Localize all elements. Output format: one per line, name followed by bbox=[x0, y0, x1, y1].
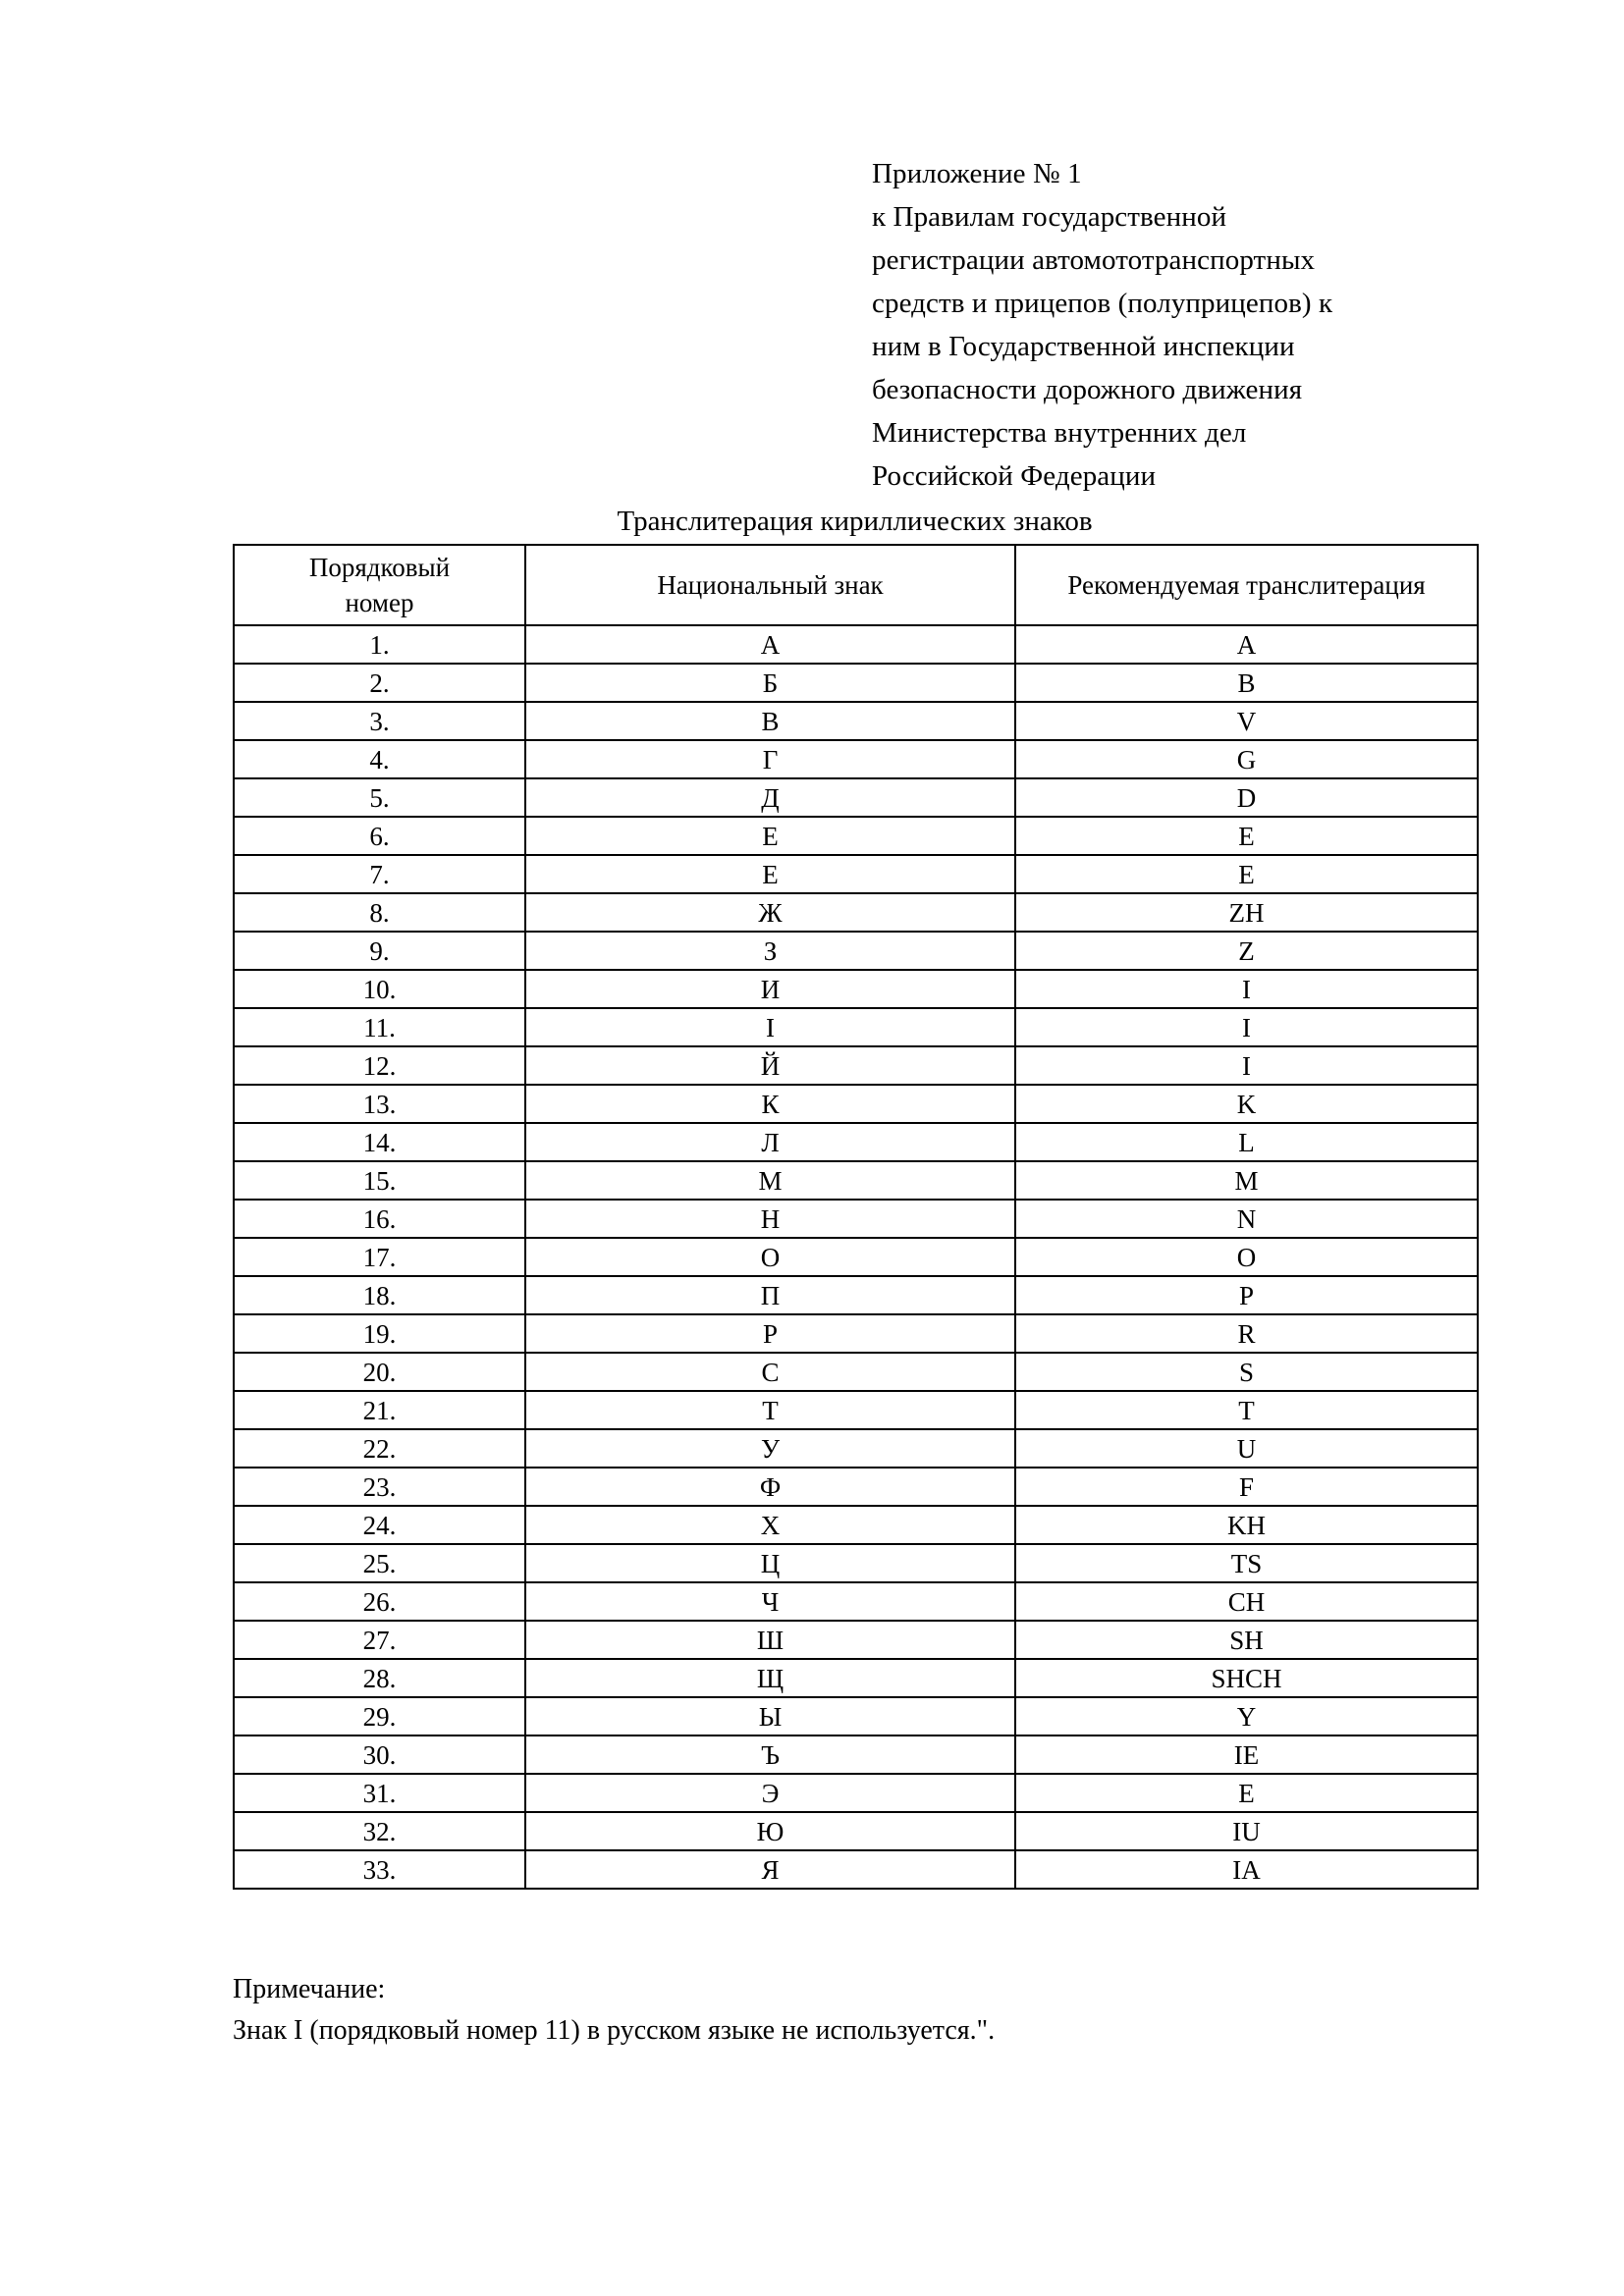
cell-order-number: 22. bbox=[234, 1429, 525, 1468]
cell-national-sign: Ш bbox=[525, 1621, 1015, 1659]
header-line: безопасности дорожного движения bbox=[872, 374, 1303, 405]
table-row bbox=[234, 970, 1478, 1008]
cell-transliteration: L bbox=[1015, 1123, 1478, 1161]
table-row bbox=[234, 1774, 1478, 1812]
cell-national-sign: Ж bbox=[525, 893, 1015, 932]
cell-order-number: 33. bbox=[234, 1850, 525, 1889]
cell-national-sign: С bbox=[525, 1353, 1015, 1391]
cell-transliteration: KH bbox=[1015, 1506, 1478, 1544]
column-header-line1: Порядковый bbox=[308, 553, 451, 582]
table-row bbox=[234, 1812, 1478, 1850]
cell-order-number: 28. bbox=[234, 1659, 525, 1697]
table-row bbox=[234, 1314, 1478, 1353]
header-line: ним в Государственной инспекции bbox=[872, 331, 1295, 362]
cell-order-number: 15. bbox=[234, 1161, 525, 1200]
cell-transliteration: E bbox=[1015, 855, 1478, 893]
cell-transliteration: I bbox=[1015, 970, 1478, 1008]
cell-national-sign: К bbox=[525, 1085, 1015, 1123]
cell-order-number: 20. bbox=[234, 1353, 525, 1391]
cell-order-number: 27. bbox=[234, 1621, 525, 1659]
cell-national-sign: П bbox=[525, 1276, 1015, 1314]
table-row bbox=[234, 1506, 1478, 1544]
table-row bbox=[234, 1544, 1478, 1582]
cell-national-sign: И bbox=[525, 970, 1015, 1008]
cell-national-sign: В bbox=[525, 702, 1015, 740]
cell-transliteration: Y bbox=[1015, 1697, 1478, 1735]
cell-order-number: 5. bbox=[234, 778, 525, 817]
cell-transliteration: O bbox=[1015, 1238, 1478, 1276]
cell-transliteration: T bbox=[1015, 1391, 1478, 1429]
cell-national-sign: Е bbox=[525, 855, 1015, 893]
cell-order-number: 32. bbox=[234, 1812, 525, 1850]
cell-transliteration: CH bbox=[1015, 1582, 1478, 1621]
table-header bbox=[234, 545, 1478, 625]
cell-transliteration: U bbox=[1015, 1429, 1478, 1468]
cell-national-sign: Ц bbox=[525, 1544, 1015, 1582]
cell-transliteration: I bbox=[1015, 1008, 1478, 1046]
table-row bbox=[234, 1046, 1478, 1085]
table-row bbox=[234, 702, 1478, 740]
table-row bbox=[234, 1391, 1478, 1429]
cell-national-sign: Ю bbox=[525, 1812, 1015, 1850]
table-row bbox=[234, 932, 1478, 970]
cell-order-number: 6. bbox=[234, 817, 525, 855]
cell-national-sign: Р bbox=[525, 1314, 1015, 1353]
cell-transliteration: G bbox=[1015, 740, 1478, 778]
cell-national-sign: Н bbox=[525, 1200, 1015, 1238]
cell-national-sign: Ъ bbox=[525, 1735, 1015, 1774]
cell-order-number: 17. bbox=[234, 1238, 525, 1276]
cell-order-number: 2. bbox=[234, 664, 525, 702]
table-caption: Транслитерация кириллических знаков bbox=[617, 506, 1093, 537]
cell-order-number: 14. bbox=[234, 1123, 525, 1161]
cell-transliteration: F bbox=[1015, 1468, 1478, 1506]
cell-national-sign: Б bbox=[525, 664, 1015, 702]
table-row bbox=[234, 1659, 1478, 1697]
cell-order-number: 12. bbox=[234, 1046, 525, 1085]
cell-national-sign: Т bbox=[525, 1391, 1015, 1429]
cell-transliteration: M bbox=[1015, 1161, 1478, 1200]
cell-national-sign: Е bbox=[525, 817, 1015, 855]
table-row bbox=[234, 625, 1478, 664]
cell-national-sign: Г bbox=[525, 740, 1015, 778]
cell-national-sign: Й bbox=[525, 1046, 1015, 1085]
table-row bbox=[234, 1621, 1478, 1659]
table-row bbox=[234, 1123, 1478, 1161]
cell-order-number: 8. bbox=[234, 893, 525, 932]
note-block bbox=[233, 1969, 1411, 2052]
header-line: средств и прицепов (полуприцепов) к bbox=[872, 288, 1333, 319]
cell-national-sign: З bbox=[525, 932, 1015, 970]
cell-national-sign: Л bbox=[525, 1123, 1015, 1161]
cell-order-number: 9. bbox=[234, 932, 525, 970]
cell-order-number: 18. bbox=[234, 1276, 525, 1314]
column-header-line2: номер bbox=[345, 588, 414, 617]
note-text: Знак I (порядковый номер 11) в русском языке не используется.". bbox=[233, 2015, 996, 2046]
cell-order-number: 21. bbox=[234, 1391, 525, 1429]
cell-national-sign: Я bbox=[525, 1850, 1015, 1889]
cell-order-number: 30. bbox=[234, 1735, 525, 1774]
cell-transliteration: E bbox=[1015, 1774, 1478, 1812]
cell-national-sign: Ы bbox=[525, 1697, 1015, 1735]
cell-order-number: 19. bbox=[234, 1314, 525, 1353]
column-header-order-number bbox=[234, 545, 525, 625]
cell-transliteration: Z bbox=[1015, 932, 1478, 970]
cell-order-number: 11. bbox=[234, 1008, 525, 1046]
cell-transliteration: R bbox=[1015, 1314, 1478, 1353]
cell-national-sign: У bbox=[525, 1429, 1015, 1468]
table-row bbox=[234, 817, 1478, 855]
table-row bbox=[234, 1200, 1478, 1238]
cell-transliteration: D bbox=[1015, 778, 1478, 817]
cell-order-number: 24. bbox=[234, 1506, 525, 1544]
cell-order-number: 7. bbox=[234, 855, 525, 893]
transliteration-table bbox=[233, 544, 1479, 1890]
cell-transliteration: P bbox=[1015, 1276, 1478, 1314]
cell-order-number: 26. bbox=[234, 1582, 525, 1621]
table-row bbox=[234, 1468, 1478, 1506]
table-row bbox=[234, 893, 1478, 932]
table-row bbox=[234, 855, 1478, 893]
cell-transliteration: SHCH bbox=[1015, 1659, 1478, 1697]
cell-national-sign: Ч bbox=[525, 1582, 1015, 1621]
cell-transliteration: I bbox=[1015, 1046, 1478, 1085]
header-line: Российской Федерации bbox=[872, 460, 1157, 492]
cell-national-sign: М bbox=[525, 1161, 1015, 1200]
table-row bbox=[234, 1697, 1478, 1735]
cell-order-number: 31. bbox=[234, 1774, 525, 1812]
table-body bbox=[234, 625, 1478, 1889]
cell-national-sign: І bbox=[525, 1008, 1015, 1046]
cell-transliteration: ZH bbox=[1015, 893, 1478, 932]
cell-national-sign: А bbox=[525, 625, 1015, 664]
cell-transliteration: K bbox=[1015, 1085, 1478, 1123]
cell-order-number: 29. bbox=[234, 1697, 525, 1735]
cell-transliteration: S bbox=[1015, 1353, 1478, 1391]
cell-order-number: 13. bbox=[234, 1085, 525, 1123]
cell-transliteration: V bbox=[1015, 702, 1478, 740]
cell-order-number: 1. bbox=[234, 625, 525, 664]
cell-national-sign: Х bbox=[525, 1506, 1015, 1544]
header-line: Министерства внутренних дел bbox=[872, 417, 1247, 449]
cell-transliteration: TS bbox=[1015, 1544, 1478, 1582]
cell-order-number: 16. bbox=[234, 1200, 525, 1238]
table-row bbox=[234, 1161, 1478, 1200]
table-row bbox=[234, 664, 1478, 702]
transliteration-table-wrapper bbox=[233, 544, 1477, 1890]
cell-transliteration: IA bbox=[1015, 1850, 1478, 1889]
table-row bbox=[234, 1582, 1478, 1621]
cell-transliteration: IU bbox=[1015, 1812, 1478, 1850]
cell-transliteration: E bbox=[1015, 817, 1478, 855]
table-row bbox=[234, 1850, 1478, 1889]
table-row bbox=[234, 740, 1478, 778]
table-row bbox=[234, 1008, 1478, 1046]
note-title: Примечание: bbox=[233, 1974, 386, 2004]
cell-national-sign: Э bbox=[525, 1774, 1015, 1812]
table-row bbox=[234, 1276, 1478, 1314]
header-line: регистрации автомототранспортных bbox=[872, 244, 1316, 276]
table-row bbox=[234, 1238, 1478, 1276]
cell-transliteration: N bbox=[1015, 1200, 1478, 1238]
appendix-header-block bbox=[872, 152, 1500, 498]
cell-transliteration: B bbox=[1015, 664, 1478, 702]
cell-order-number: 23. bbox=[234, 1468, 525, 1506]
cell-order-number: 25. bbox=[234, 1544, 525, 1582]
column-header-national-sign: Национальный знак bbox=[525, 545, 1015, 625]
cell-national-sign: О bbox=[525, 1238, 1015, 1276]
cell-national-sign: Д bbox=[525, 778, 1015, 817]
cell-order-number: 10. bbox=[234, 970, 525, 1008]
cell-national-sign: Ф bbox=[525, 1468, 1015, 1506]
cell-national-sign: Щ bbox=[525, 1659, 1015, 1697]
cell-order-number: 3. bbox=[234, 702, 525, 740]
table-row bbox=[234, 1735, 1478, 1774]
table-header-row bbox=[234, 545, 1478, 625]
header-line: к Правилам государственной bbox=[872, 201, 1227, 233]
table-row bbox=[234, 1353, 1478, 1391]
table-row bbox=[234, 1085, 1478, 1123]
cell-order-number: 4. bbox=[234, 740, 525, 778]
cell-transliteration: SH bbox=[1015, 1621, 1478, 1659]
header-line: Приложение № 1 bbox=[872, 158, 1082, 189]
column-header-recommended-transliteration: Рекомендуемая транслитерация bbox=[1015, 545, 1478, 625]
table-row bbox=[234, 1429, 1478, 1468]
cell-transliteration: A bbox=[1015, 625, 1478, 664]
table-row bbox=[234, 778, 1478, 817]
cell-transliteration: IE bbox=[1015, 1735, 1478, 1774]
